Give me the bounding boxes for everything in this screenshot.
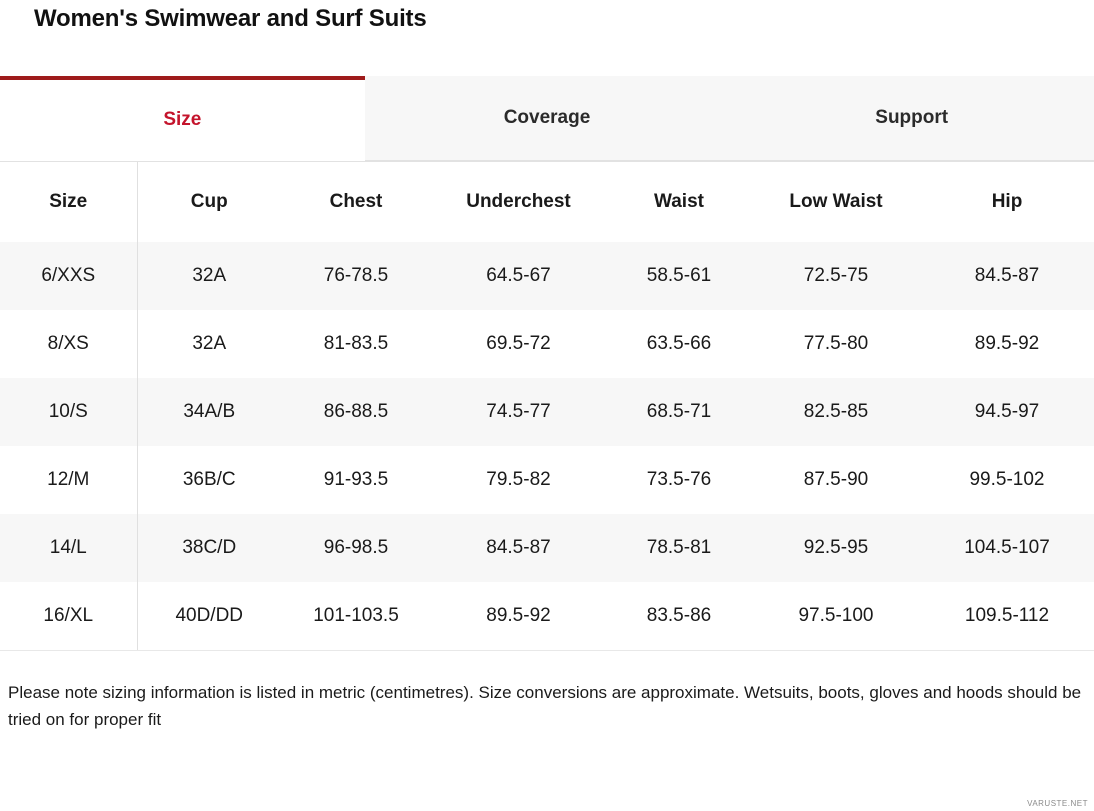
cell-cup: 34A/B: [183, 401, 236, 422]
cell-low-waist: 72.5-75: [803, 265, 869, 286]
cell-hip: 104.5-107: [964, 537, 1050, 558]
page-title: Women's Swimwear and Surf Suits: [34, 5, 427, 32]
cell-waist: 58.5-61: [646, 265, 712, 286]
column-header-waist: Waist: [654, 191, 704, 212]
tab-support[interactable]: [729, 76, 1094, 161]
cell-cup: 36B/C: [182, 469, 236, 490]
table-row: [0, 378, 1094, 446]
cell-size: 16/XL: [0, 582, 137, 650]
size-table-wrapper: [0, 162, 1094, 651]
cell-waist: 83.5-86: [646, 605, 712, 626]
cell-waist: 68.5-71: [646, 401, 712, 422]
cell-low-waist: 87.5-90: [803, 469, 869, 490]
cell-chest: 86-88.5: [323, 401, 389, 422]
cell-underchest: 89.5-92: [486, 605, 551, 626]
tab-coverage[interactable]: [365, 76, 730, 161]
table-row: [0, 446, 1094, 514]
cell-chest: 76-78.5: [323, 265, 389, 286]
site-watermark: VARUSTE.NET: [1027, 799, 1088, 808]
table-row: [0, 310, 1094, 378]
tab-size[interactable]: [0, 76, 365, 161]
column-header-size: Size: [0, 162, 137, 242]
cell-size: 8/XS: [0, 310, 137, 378]
tab-bar: [0, 76, 1094, 162]
cell-cup: 38C/D: [182, 537, 237, 558]
cell-cup: 32A: [192, 333, 227, 354]
tab-coverage-label: Coverage: [503, 107, 591, 128]
tab-support-label: Support: [875, 107, 949, 128]
cell-hip: 99.5-102: [969, 469, 1045, 490]
cell-waist: 63.5-66: [646, 333, 712, 354]
table-row: [0, 582, 1094, 650]
table-row: [0, 242, 1094, 310]
cell-hip: 109.5-112: [964, 605, 1050, 626]
cell-size: 6/XXS: [0, 242, 137, 310]
cell-cup: 40D/DD: [175, 605, 244, 626]
cell-underchest: 79.5-82: [486, 469, 551, 490]
table-row: [0, 514, 1094, 582]
column-header-low-waist: Low Waist: [789, 191, 883, 212]
size-chart-table: [0, 162, 1094, 650]
cell-low-waist: 92.5-95: [803, 537, 869, 558]
cell-size: 12/M: [0, 446, 137, 514]
cell-cup: 32A: [192, 265, 227, 286]
column-header-hip: Hip: [991, 191, 1023, 212]
column-header-chest: Chest: [329, 191, 383, 212]
cell-size: 10/S: [0, 378, 137, 446]
sizing-footnote: Please note sizing information is listed in metric (centimetres). Size conversions are approximate. Wetsuits, boots, gloves and hoods should be tried on for proper fit: [8, 683, 1082, 729]
cell-low-waist: 97.5-100: [798, 605, 874, 626]
cell-hip: 89.5-92: [974, 333, 1040, 354]
cell-hip: 94.5-97: [974, 401, 1040, 422]
cell-low-waist: 82.5-85: [803, 401, 869, 422]
table-header-row: [0, 162, 1094, 242]
cell-low-waist: 77.5-80: [803, 333, 869, 354]
cell-underchest: 74.5-77: [486, 401, 551, 422]
cell-waist: 73.5-76: [646, 469, 712, 490]
cell-hip: 84.5-87: [974, 265, 1040, 286]
cell-chest: 96-98.5: [323, 537, 389, 558]
cell-waist: 78.5-81: [646, 537, 712, 558]
column-header-cup: Cup: [190, 191, 228, 212]
tab-size-label: Size: [163, 109, 202, 130]
cell-chest: 101-103.5: [313, 605, 399, 626]
cell-chest: 91-93.5: [323, 469, 389, 490]
column-header-underchest: Underchest: [466, 191, 571, 212]
cell-size: 14/L: [0, 514, 137, 582]
cell-underchest: 69.5-72: [486, 333, 551, 354]
cell-underchest: 64.5-67: [486, 265, 551, 286]
cell-chest: 81-83.5: [323, 333, 389, 354]
cell-underchest: 84.5-87: [486, 537, 551, 558]
